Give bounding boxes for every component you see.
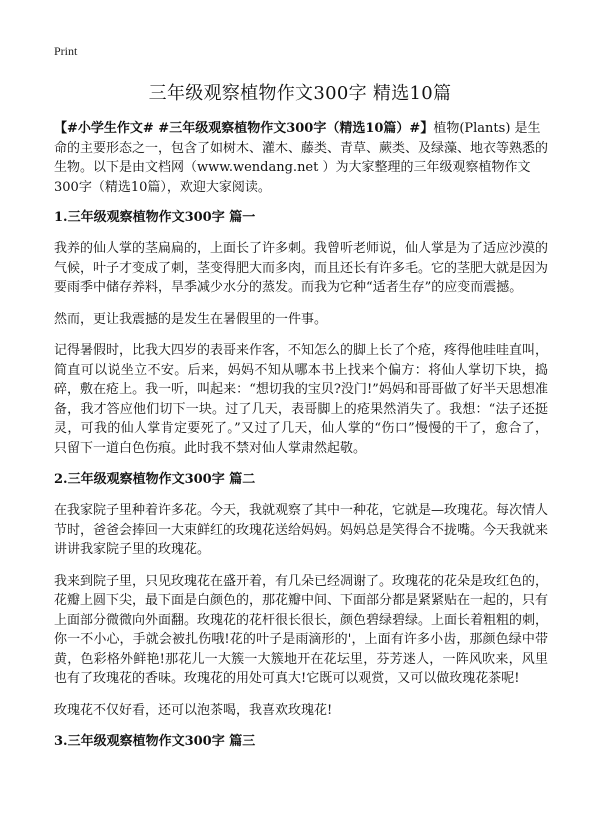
section-heading-3: 3.三年级观察植物作文300字 篇三 [54,734,256,749]
page-title: 三年级观察植物作文300字 精选10篇 [148,83,452,104]
section-1-paragraph-2: 然而，更让我震撼的是发生在暑假里的一件事。 [54,311,328,327]
intro-paragraph [54,119,548,197]
section-2-paragraph-2: 我来到院子里，只见玫瑰花在盛开着，有几朵已经凋谢了。玫瑰花的花朵是玫红色的，花瓣上圆下尖，最下面是白颜色的，那花瓣中间、下面部分都是紧紧贴在一起的，只有上面部分微微向外面翻。玫瑰花的花杆很长很长，颜色碧绿碧绿。上面长着粗粗的刺，你一不小心，手就会被扎伤哦!花的叶子是雨滴形的'，上面有许多小齿，那颜色绿中带黄，色彩格外鲜艳!那花儿一大簇一大簇地开在花坛里，芬芳迷人，一阵风吹来，风里也有了玫瑰花的香味。玫瑰花的用处可真大!它既可以观赏，又可以做玫瑰花茶呢! [54,573,549,686]
intro-tag: 【#小学生作文# #三年级观察植物作文300字（精选10篇）#】 [54,121,434,136]
intro-text: 植物(Plants) 是生命的主要形态之一，包含了如树木、灌木、藤类、青草、蕨类、及绿藻、地衣等熟悉的生物。以下是由文档网（www.wendang.net ）为大家整理的三年级观察植物作文300字（精选10篇），欢迎大家阅读。 [54,121,549,195]
article-body [54,119,548,763]
section-heading-1: 1.三年级观察植物作文300字 篇一 [54,210,256,225]
print-link[interactable]: Print [54,44,78,58]
section-2-paragraph-3: 玫瑰花不仅好看，还可以泡茶喝，我喜欢玫瑰花! [54,702,333,718]
section-1-paragraph-1: 我养的仙人掌的茎扁扁的，上面长了许多刺。我曾听老师说，仙人掌是为了适应沙漠的气候，叶子才变成了刺，茎变得肥大而多肉，而且还长有许多毛。它的茎肥大就是因为要雨季中储存养料，旱季减少水分的蒸发。而我为它种“适者生存”的应变而震撼。 [54,241,549,295]
section-2-paragraph-1: 在我家院子里种着许多花。今天，我就观察了其中一种花，它就是—玫瑰花。每次情人节时，爸爸会捧回一大束鲜红的玫瑰花送给妈妈。妈妈总是笑得合不拢嘴。今天我就来讲讲我家院子里的玫瑰花。 [54,503,549,557]
section-1-paragraph-3: 记得暑假时，比我大四岁的表哥来作客，不知怎么的脚上长了个疮，疼得他哇哇直叫，简直可以说坐立不安。后来，妈妈不知从哪本书上找来个偏方：将仙人掌切下块，捣碎，敷在疮上。我一听，叫起来：“想切我的宝贝?没门!”妈妈和哥哥做了好半天思想准备，我才答应他们切下一块。过了几天，表哥脚上的疮果然消失了。我想：“法子还挺灵，可我的仙人掌肯定要死了。”又过了几天，仙人掌的“伤口”慢慢的干了，愈合了，只留下一道白色伤痕。此时我不禁对仙人掌肃然起敬。 [54,343,549,456]
section-heading-2: 2.三年级观察植物作文300字 篇二 [54,472,256,487]
